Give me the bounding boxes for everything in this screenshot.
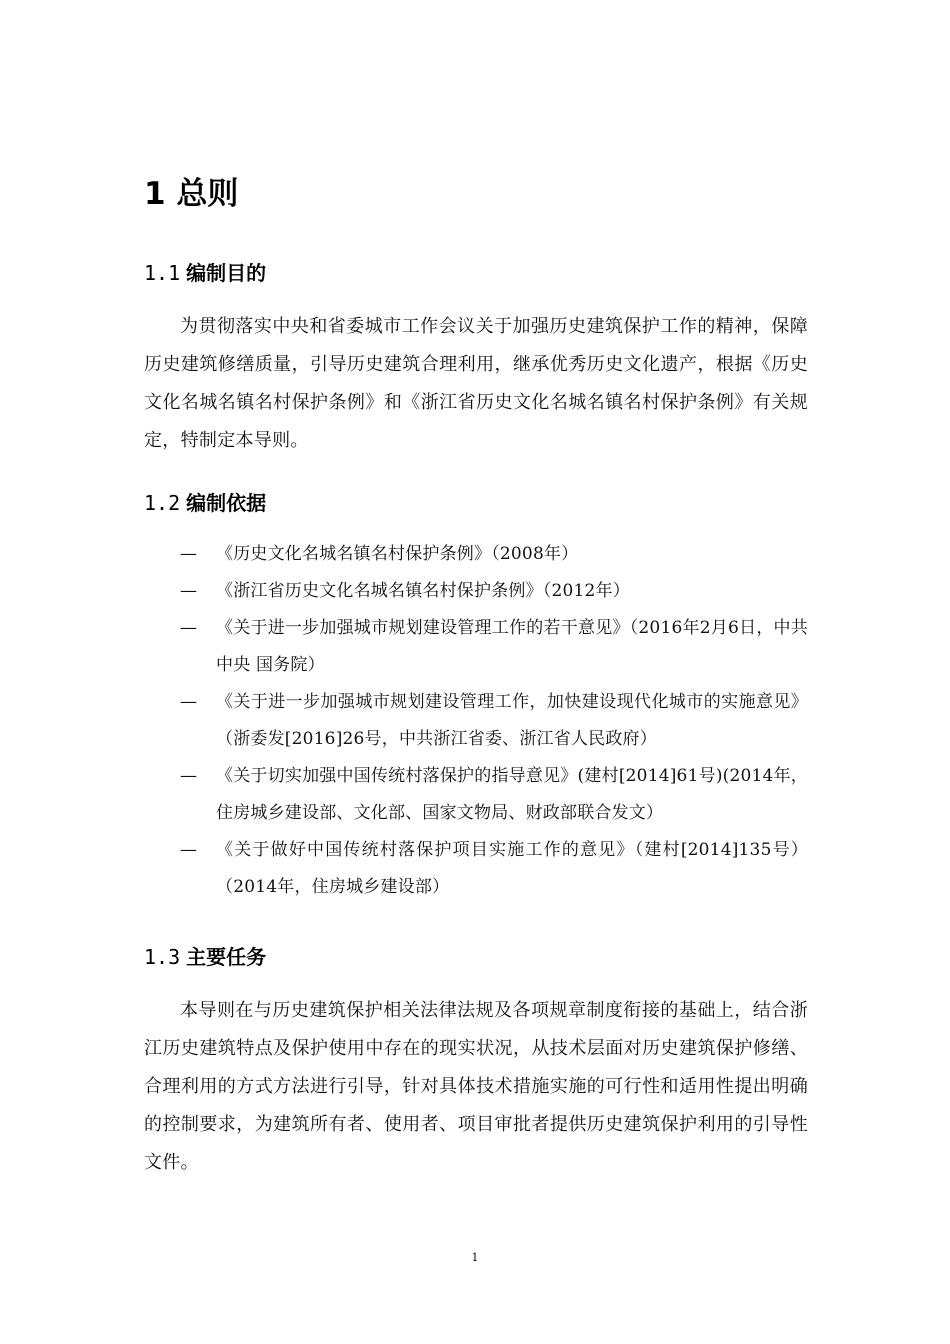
chapter-title: 1 总则: [144, 176, 239, 212]
section-number: 1.1: [144, 261, 181, 285]
section-number: 1.3: [144, 945, 181, 969]
list-item-text: 《历史文化名城名镇名村保护条例》（2008年）: [216, 544, 579, 564]
list-item-text: 《关于进一步加强城市规划建设管理工作，加快建设现代化城市的实施意见》（浙委发[2016]26号，中共浙江省委、浙江省人民政府）: [216, 692, 808, 749]
section-title: 编制目的: [186, 261, 267, 285]
list-dash: —: [180, 581, 198, 601]
list-dash: —: [180, 692, 198, 712]
list-item: [180, 536, 808, 573]
list-dash: —: [180, 840, 198, 860]
list-item: [180, 832, 808, 906]
list-item-text: 《关于进一步加强城市规划建设管理工作的若干意见》（2016年2月6日，中共中央 国务院）: [216, 618, 808, 675]
list-item: [180, 758, 808, 832]
list-item-text: 《关于做好中国传统村落保护项目实施工作的意见》（建村[2014]135号）（2014年，住房城乡建设部）: [216, 840, 808, 897]
basis-list: [180, 536, 808, 906]
list-item-text: 《关于切实加强中国传统村落保护的指导意见》(建村[2014]61号)(2014年，住房城乡建设部、文化部、国家文物局、财政部联合发文）: [216, 766, 808, 823]
page-number: 1: [471, 1251, 479, 1264]
list-dash: —: [180, 544, 198, 564]
section-heading-1-3: [144, 942, 266, 972]
list-item: [180, 573, 808, 610]
section-body-purpose: 为贯彻落实中央和省委城市工作会议关于加强历史建筑保护工作的精神，保障历史建筑修缮质量，引导历史建筑合理利用，继承优秀历史文化遗产，根据《历史文化名城名镇名村保护条例》和《浙江省历史文化名城名镇名村保护条例》有关规定，特制定本导则。: [144, 316, 808, 451]
list-item: [180, 684, 808, 758]
section-heading-1-1: [144, 258, 266, 288]
section-title: 编制依据: [186, 491, 267, 515]
list-dash: —: [180, 618, 198, 638]
section-number: 1.2: [144, 491, 181, 515]
section-body-tasks: 本导则在与历史建筑保护相关法律法规及各项规章制度衔接的基础上，结合浙江历史建筑特点及保护使用中存在的现实状况，从技术层面对历史建筑保护修缮、合理利用的方式方法进行引导，针对具体技术措施实施的可行性和适用性提出明确的控制要求，为建筑所有者、使用者、项目审批者提供历史建筑保护利用的引导性文件。: [144, 1000, 808, 1173]
list-item-text: 《浙江省历史文化名城名镇名村保护条例》（2012年）: [216, 581, 630, 601]
list-item: [180, 610, 808, 684]
section-title: 主要任务: [186, 945, 267, 969]
list-dash: —: [180, 766, 198, 786]
section-heading-1-2: [144, 488, 266, 518]
